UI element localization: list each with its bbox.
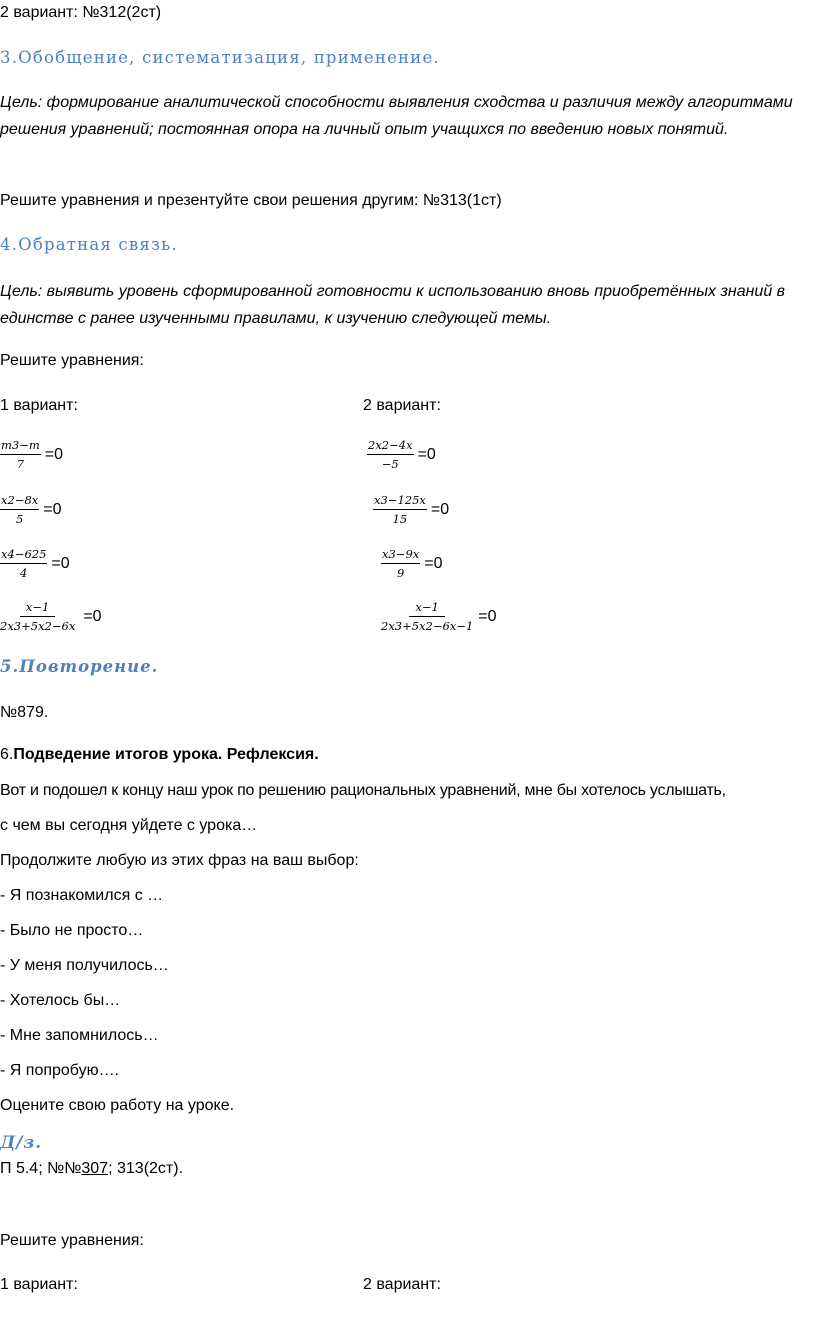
section-6-title: Подведение итогов урока. Рефлексия. <box>13 746 319 763</box>
equation-denominator: −5 <box>381 457 399 471</box>
reflection-paragraph-line-1: Вот и подошел к концу наш урок по решению рациональных уравнений, мне бы хотелось услышать, <box>0 782 726 799</box>
equation-denominator: 2x3+5x2−6x <box>0 619 76 633</box>
equation-v1-1 <box>0 438 63 471</box>
equation-numerator: 2x2−4x <box>367 438 414 455</box>
section-5-task: №879. <box>0 704 49 721</box>
equation-v1-2 <box>0 493 62 526</box>
reflection-paragraph-line-2: с чем вы сегодня уйдете с урока… <box>0 817 258 834</box>
homework-heading: Д/з. <box>0 1133 43 1153</box>
section-6-number: 6. <box>0 746 14 763</box>
equation-equals-zero: =0 <box>43 500 62 518</box>
equation-denominator: 4 <box>20 566 28 580</box>
equation-v2-1 <box>367 438 436 471</box>
equation-equals-zero: =0 <box>430 500 450 518</box>
equation-equals-zero: =0 <box>83 607 102 625</box>
equation-equals-zero: =0 <box>51 554 70 572</box>
reflection-phrase: - Хотелось бы… <box>0 992 121 1009</box>
equation-numerator: x3−9x <box>381 547 420 564</box>
equation-denominator: 15 <box>392 512 408 526</box>
section-4-goal: Цель: выявить уровень сформированной готовности к использованию вновь приобретённых знаний в единстве с ранее изученными правилами, к изучению следующей темы. <box>0 283 786 327</box>
homework-underlined-number: 307; <box>81 1160 113 1177</box>
equation-equals-zero: =0 <box>417 445 436 463</box>
equation-numerator: x−1 <box>409 600 444 617</box>
reflection-phrase: - У меня получилось… <box>0 957 169 974</box>
reflection-phrase: - Я познакомился с … <box>0 887 164 904</box>
section-6-heading <box>0 746 319 764</box>
equation-numerator: m3−m <box>0 438 41 455</box>
variant-2-label: 2 вариант: <box>363 397 441 414</box>
equation-denominator: 7 <box>16 457 25 471</box>
section-3-goal: Цель: формирование аналитической способности выявления сходства и различия между алгоритмами решения уравнений; постоянная опора на личный опыт учащихся по введению новых понятий. <box>0 94 793 138</box>
reflection-phrase: - Я попробую…. <box>0 1062 120 1079</box>
variant-line-top: 2 вариант: №312(2ст) <box>0 4 162 21</box>
equation-denominator: 2x3+5x2−6x−1 <box>381 619 474 633</box>
reflection-phrase: - Мне запомнилось… <box>0 1027 159 1044</box>
equation-v2-2 <box>373 493 449 526</box>
homework-text <box>0 1160 183 1178</box>
homework-text-a: П 5.4; №№ <box>0 1160 82 1177</box>
equation-equals-zero: =0 <box>478 607 497 625</box>
section-3-heading: 3.Обобщение, систематизация, применение. <box>0 48 440 67</box>
equation-v2-4 <box>381 600 497 633</box>
equation-equals-zero: =0 <box>44 445 64 463</box>
homework-variant-1-label: 1 вариант: <box>0 1276 78 1293</box>
equation-v1-4 <box>0 600 102 633</box>
section-4-heading: 4.Обратная связь. <box>0 235 178 254</box>
reflection-phrase: - Было не просто… <box>0 922 144 939</box>
equation-equals-zero: =0 <box>424 554 443 572</box>
section-4-task: Решите уравнения: <box>0 352 144 369</box>
section-3-task: Решите уравнения и презентуйте свои решения другим: №313(1ст) <box>0 192 502 209</box>
equation-denominator: 5 <box>15 512 24 526</box>
equation-numerator: x3−125x <box>373 493 427 510</box>
section-5-heading: 5.Повторение. <box>0 657 159 676</box>
equation-numerator: x4−625 <box>0 547 47 564</box>
homework-variant-2-label: 2 вариант: <box>363 1276 441 1293</box>
homework-text-b: 313(2ст). <box>112 1160 184 1177</box>
homework-task: Решите уравнения: <box>0 1232 144 1249</box>
reflection-closing: Оцените свою работу на уроке. <box>0 1097 235 1114</box>
equation-numerator: x2−8x <box>0 493 39 510</box>
equation-denominator: 9 <box>396 566 405 580</box>
equation-v2-3 <box>381 547 443 580</box>
equation-numerator: x−1 <box>20 600 55 617</box>
variant-1-label: 1 вариант: <box>0 397 78 414</box>
equation-v1-3 <box>0 547 70 580</box>
reflection-prompt: Продолжите любую из этих фраз на ваш выбор: <box>0 852 359 869</box>
